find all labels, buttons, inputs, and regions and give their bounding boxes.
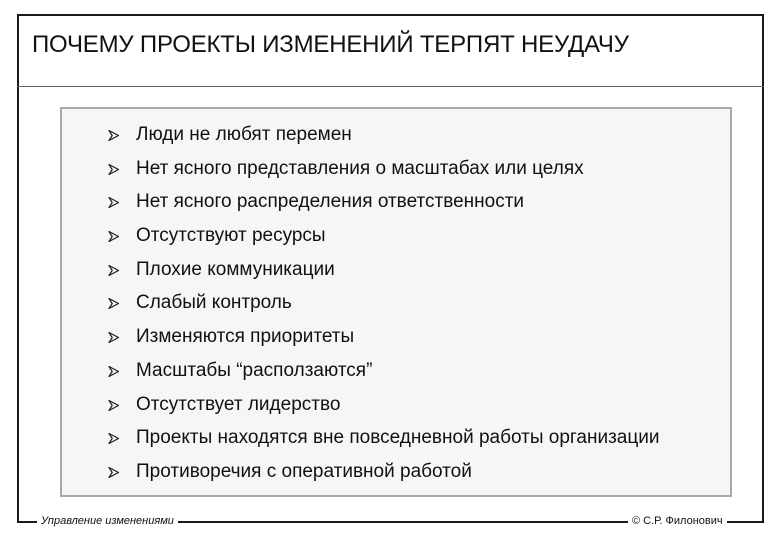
list-item [62,152,730,186]
bullet-panel [60,107,732,497]
slide-title: ПОЧЕМУ ПРОЕКТЫ ИЗМЕНЕНИЙ ТЕРПЯТ НЕУДАЧУ [32,31,629,58]
list-item [62,118,730,152]
list-item [62,354,730,388]
list-item-label: Проекты находятся вне повседневной работы организации [136,427,660,449]
list-item-label: Противоречия с оперативной работой [136,460,472,482]
arrowhead-bullet-icon [108,455,122,489]
arrowhead-bullet-icon [108,388,122,422]
list-item-label: Отсутствуют ресурсы [136,225,326,247]
footer-course-name: Управление изменениями [37,515,178,527]
list-item [62,286,730,320]
list-item [62,455,730,489]
arrowhead-bullet-icon [108,118,122,152]
list-item-label: Отсутствует лидерство [136,393,341,415]
list-item [62,320,730,354]
arrowhead-bullet-icon [108,185,122,219]
arrowhead-bullet-icon [108,421,122,455]
list-item [62,253,730,287]
list-item [62,421,730,455]
list-item-label: Слабый контроль [136,292,292,314]
arrowhead-bullet-icon [108,354,122,388]
list-item-label: Люди не любят перемен [136,124,352,145]
footer-copyright: © С.Р. Филонович [628,515,727,527]
list-item-label: Изменяются приоритеты [136,326,355,348]
arrowhead-bullet-icon [108,152,122,186]
arrowhead-bullet-icon [108,219,122,253]
list-item-label: Плохие коммуникации [136,258,335,280]
bullet-list [62,118,730,489]
list-item-label: Масштабы “расползаются” [136,359,373,381]
list-item [62,219,730,253]
arrowhead-bullet-icon [108,320,122,354]
title-divider [17,86,764,87]
arrowhead-bullet-icon [108,286,122,320]
list-item-label: Нет ясного представления о масштабах или целях [136,157,584,179]
arrowhead-bullet-icon [108,253,122,287]
list-item [62,185,730,219]
list-item [62,388,730,422]
list-item-label: Нет ясного распределения ответственности [136,191,525,213]
